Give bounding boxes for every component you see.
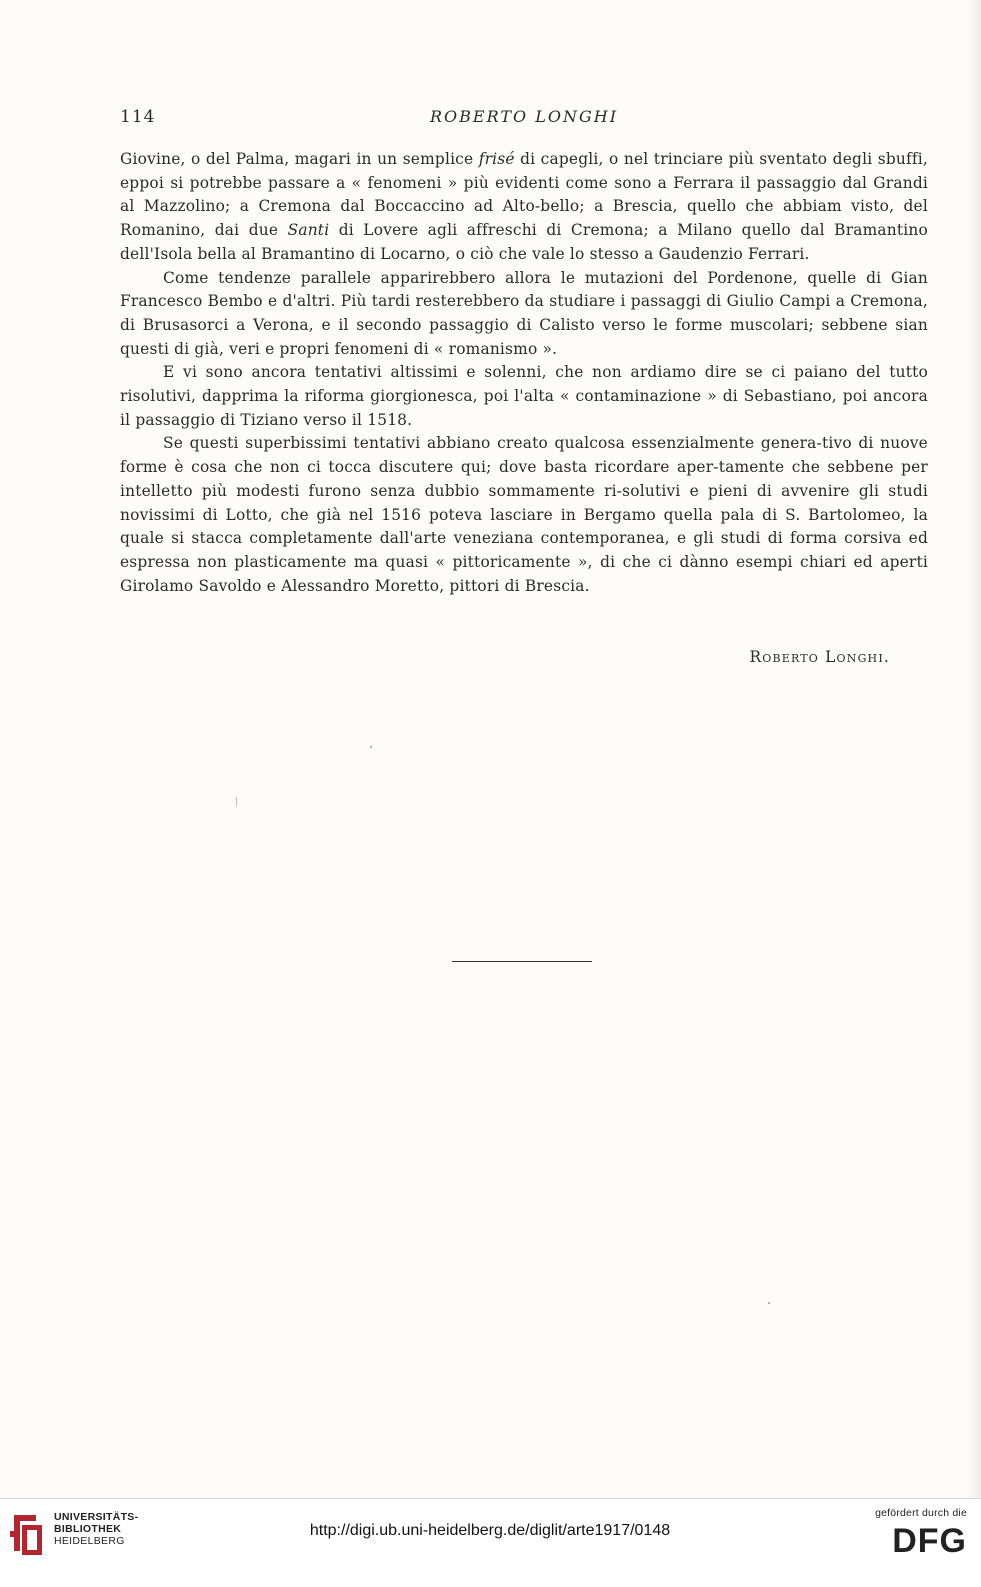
paragraph-4: Se questi superbissimi tentativi abbiano creato qualcosa essenzialmente genera-tivo di nuove forme è cosa che non ci tocca discutere qui; dove basta ricordare aper-tamente che sebbene per intelletto più modesti furono senza dubbio sommamente ri-solutivi e pieni di avvenire gli studi novissimi di Lotto, che già nel 1516 poteva lasciare in Bergamo quella pala di S. Bartolomeo, la quale si stacca completamente dall'arte veneziana contemporanea, e gli studi di forma corsiva ed espressa non plasticamente ma quasi « pittoricamente », di che ci dànno esempi chiari ed aperti Girolamo Savoldo e Alessandro Moretto, pittori di Brescia. bbox=[120, 434, 928, 595]
page-header bbox=[120, 107, 928, 131]
italic-term: frisé bbox=[478, 150, 515, 168]
end-rule bbox=[452, 961, 592, 962]
paragraph-2: Come tendenze parallele apparirebbero allora le mutazioni del Pordenone, quelle di Gian Francesco Bembo e d'altri. Più tardi resterebbero da studiare i passaggi di Giulio Campi a Cremona, di Brusasorci a Verona, e il secondo passaggio di Calisto verso le forme muscolari; sebbene sian questi di già, veri e propri fenomeni di « romanismo ». bbox=[120, 268, 928, 358]
scan-speck bbox=[370, 746, 372, 748]
scan-speck bbox=[768, 1302, 770, 1304]
italic-term: Santi bbox=[287, 221, 330, 240]
running-head: ROBERTO LONGHI bbox=[429, 107, 619, 126]
scan-speck bbox=[236, 797, 237, 806]
funder-block bbox=[857, 1507, 967, 1559]
digitization-footer bbox=[0, 1498, 981, 1587]
paragraph-1: Giovine, o del Palma, magari in un semplice frisé di capegli, o nel trinciare più sventato degli sbuffi, eppoi si potrebbe passare a « fenomeni » più evidenti come sono a Ferrara il passaggio dal Grandi al Mazzolino; a Cremona dal Boccaccino ad Alto-bello; a Brescia, quello che abbiam visto, del Romanino, dai due Santi di Lovere agli affreschi di Cremona; a Milano quello dal Bramantino dell'Isola bella al Bramantino di Locarno, o ciò che vale lo stesso a Gaudenzio Ferrari. bbox=[120, 150, 928, 263]
author-signature: Roberto Longhi. bbox=[749, 648, 890, 666]
paragraph-3: E vi sono ancora tentativi altissimi e solenni, che non ardiamo dire se ci paiano del tutto risolutivi, dapprima la riforma giorgionesca, poi l'alta « contaminazione » di Sebastiano, poi ancora il passaggio di Tiziano verso il 1518. bbox=[120, 363, 928, 429]
library-name: UNIVERSITÄTS- BIBLIOTHEK HEIDELBERG bbox=[54, 1511, 139, 1547]
library-logo-icon bbox=[8, 1511, 46, 1557]
article-body bbox=[120, 148, 928, 598]
page-number: 114 bbox=[120, 107, 156, 127]
funder-text: gefördert durch die bbox=[875, 1507, 967, 1519]
dfg-logo: DFG bbox=[892, 1522, 967, 1560]
permalink-url[interactable]: http://digi.ub.uni-heidelberg.de/diglit/arte1917/0148 bbox=[309, 1522, 671, 1539]
